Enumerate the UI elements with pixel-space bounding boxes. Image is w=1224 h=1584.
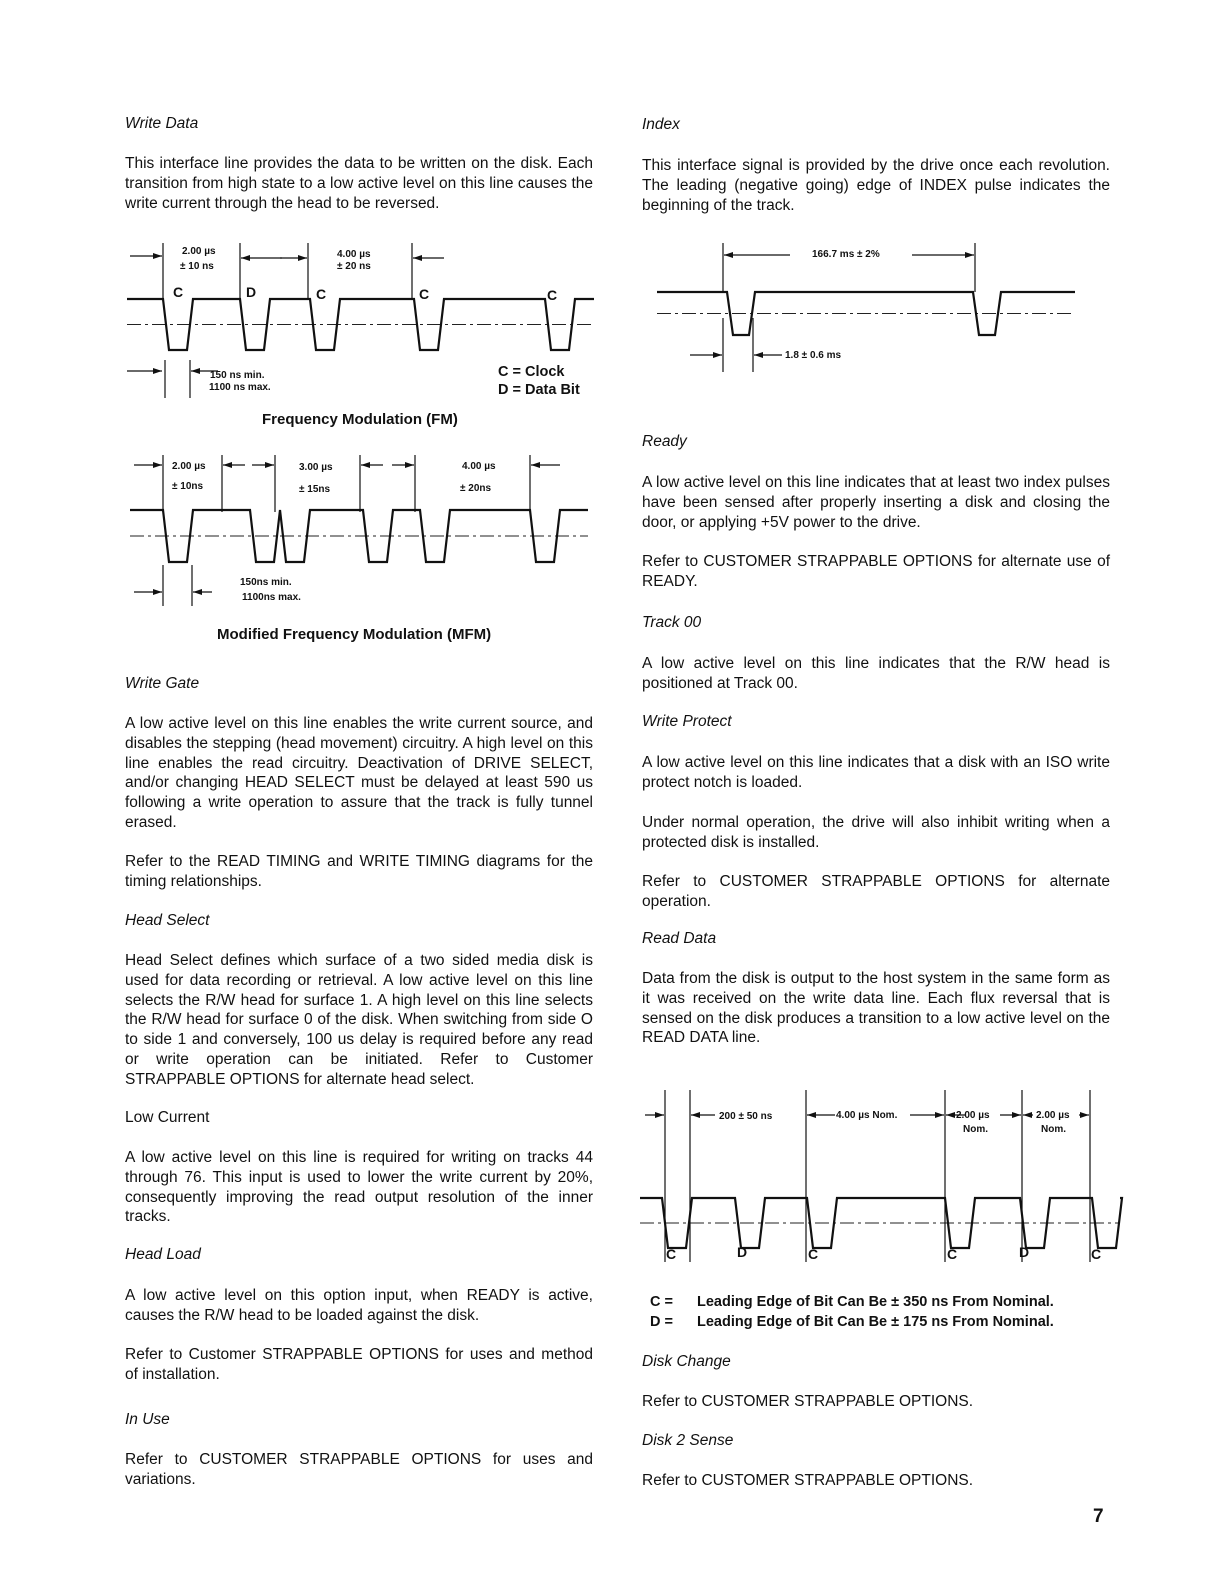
fm-label: D [246,284,257,300]
arrowhead-icon [965,252,974,258]
fm-t2a: 4.00 µs [337,249,371,260]
fm-legend-data: D = Data Bit [498,382,580,398]
in-use-text: Refer to CUSTOMER STRAPPABLE OPTIONS for uses and variations. [125,1451,593,1488]
read-label: D [1019,1244,1030,1260]
head-load-text: A low active level on this option input, when READY is active, causes the R/W head to be loaded against the disk. [125,1287,593,1324]
read-t3b: Nom. [963,1124,988,1135]
arrowhead-icon [691,1112,700,1118]
mfm-t3b: ± 20ns [460,483,492,494]
section-heading-in-use: In Use [125,1411,170,1428]
read-t2: 4.00 µs Nom. [836,1110,898,1121]
section-heading-read-data: Read Data [642,930,717,947]
fm-diagram [127,243,594,398]
section-heading-write-gate: Write Gate [125,675,200,692]
read-label: C [666,1246,677,1262]
head-select-text: Head Select defines which surface of a two sided media disk is used for data recording or retrieval. A low active level on this line selects the R/W head for surface 1. A high level on this line selects the R/W head for surface 0 of the disk. When switching from side O to side 1 and conversely, 100 us delay is required before any read or write operation can be initiated. Refer to Customer STRAPPABLE OPTIONS for alternate head select. [125,952,593,1088]
fm-min: 150 ns min. [210,370,265,381]
arrowhead-icon [265,462,274,468]
write-gate-text: A low active level on this line enables the write current source, and disables the stepping (head movement) circuitry. A high level on this line enables the read circuitry. Deactivation of DRIVE SELECT, and/or changing HEAD SELECT must be delayed at least 590 us following a write operation to assure that the track is fully tunnel erased. [125,715,593,831]
arrowhead-icon [153,253,162,259]
read-legend-d-key: D = [650,1314,673,1330]
index-diagram [657,243,1075,372]
write-protect-text-3: Refer to CUSTOMER STRAPPABLE OPTIONS for alternate operation. [642,873,1110,910]
mfm-t1a: 2.00 µs [172,461,206,472]
arrowhead-icon [655,1112,664,1118]
fm-t1a: 2.00 µs [182,246,216,257]
read-t3a: 2.00 µs [956,1110,990,1121]
arrowhead-icon [405,462,414,468]
section-heading-disk-change: Disk Change [642,1353,731,1370]
fm-caption: Frequency Modulation (FM) [262,411,458,428]
fm-t2b: ± 20 ns [337,261,371,272]
mfm-min: 150ns min. [240,577,292,588]
mfm-caption: Modified Frequency Modulation (MFM) [217,626,492,643]
page-number: 7 [1093,1506,1104,1527]
track00-text: A low active level on this line indicates that the R/W head is positioned at Track 00. [642,655,1110,692]
fm-label: C [419,286,430,302]
read-t4a: 2.00 µs [1036,1110,1070,1121]
arrowhead-icon [1012,1112,1021,1118]
arrowhead-icon [191,368,200,374]
arrowhead-icon [361,462,370,468]
fm-label: C [173,284,184,300]
section-heading-head-load: Head Load [125,1246,201,1263]
read-label: C [1091,1246,1102,1262]
read-label: C [947,1246,958,1262]
fm-t1b: ± 10 ns [180,261,214,272]
read-t1: 200 ± 50 ns [719,1111,773,1122]
section-heading-write-protect: Write Protect [642,713,732,730]
mfm-max: 1100ns max. [242,592,301,603]
index-text: This interface signal is provided by the drive once each revolution. The leading (negative going) edge of INDEX pulse indicates the beginning of the track. [642,157,1110,214]
mfm-t1b: ± 10ns [172,481,204,492]
low-current-text: A low active level on this line is required for writing on tracks 44 through 76. This input is used to lower the write current by 20%, consequently improving the read output resolution of the inner tracks. [125,1149,593,1226]
disk-change-text: Refer to CUSTOMER STRAPPABLE OPTIONS. [642,1393,974,1410]
arrowhead-icon [241,255,250,261]
mfm-diagram [130,455,588,606]
arrowhead-icon [946,1112,955,1118]
read-label: C [808,1246,819,1262]
fm-legend-clock: C = Clock [498,364,565,380]
fm-max: 1100 ns max. [209,382,271,393]
read-data-text: Data from the disk is output to the host system in the same form as it was received on the write data line. Each flux reversal that is sensed on the disk produces a transition to a low active level on the READ DATA line. [642,970,1110,1047]
arrowhead-icon [413,255,422,261]
section-heading-ready: Ready [642,433,687,450]
arrowhead-icon [153,462,162,468]
write-protect-text: A low active level on this line indicates that a disk with an ISO write protect notch is loaded. [642,754,1110,791]
ready-text-2: Refer to CUSTOMER STRAPPABLE OPTIONS for alternate use of READY. [642,553,1110,590]
read-data-diagram [640,1090,1122,1262]
arrowhead-icon [298,255,307,261]
section-heading-low-current: Low Current [125,1109,210,1126]
arrowhead-icon [724,252,733,258]
read-legend-c-key: C = [650,1294,673,1310]
arrowhead-icon [713,352,722,358]
arrowhead-icon [223,462,232,468]
arrowhead-icon [1080,1112,1089,1118]
fm-label: C [316,286,327,302]
mfm-t3a: 4.00 µs [462,461,496,472]
arrowhead-icon [153,589,162,595]
section-heading-index: Index [642,116,680,133]
write-data-text: This interface line provides the data to be written on the disk. Each transition from high state to a low active level on this line causes the write current through the head to be reversed. [125,155,593,212]
arrowhead-icon [1023,1112,1032,1118]
arrowhead-icon [193,589,202,595]
disk2-sense-text: Refer to CUSTOMER STRAPPABLE OPTIONS. [642,1472,974,1489]
section-heading-write-data: Write Data [125,115,199,132]
write-protect-text-2: Under normal operation, the drive will also inhibit writing when a protected disk is installed. [642,814,1110,851]
read-legend-d: Leading Edge of Bit Can Be ± 175 ns From Nominal. [697,1314,1054,1330]
write-gate-text-2: Refer to the READ TIMING and WRITE TIMING diagrams for the timing relationships. [125,853,593,890]
arrowhead-icon [935,1112,944,1118]
arrowhead-icon [531,462,540,468]
mfm-t2a: 3.00 µs [299,462,333,473]
arrowhead-icon [153,368,162,374]
fm-label: C [547,287,558,303]
arrowhead-icon [754,352,763,358]
ready-text: A low active level on this line indicates that at least two index pulses have been sensed after properly inserting a disk and closing the door, or applying +5V power to the drive. [642,474,1110,531]
head-load-text-2: Refer to Customer STRAPPABLE OPTIONS for uses and method of installation. [125,1346,593,1383]
section-heading-disk2-sense: Disk 2 Sense [642,1432,734,1449]
read-legend-c: Leading Edge of Bit Can Be ± 350 ns From Nominal. [697,1294,1054,1310]
section-heading-track00: Track 00 [642,614,702,631]
index-period: 166.7 ms ± 2% [812,249,880,260]
read-label: D [737,1244,748,1260]
read-t4b: Nom. [1041,1124,1066,1135]
index-width: 1.8 ± 0.6 ms [785,350,842,361]
mfm-t2b: ± 15ns [299,484,331,495]
section-heading-head-select: Head Select [125,912,210,929]
arrowhead-icon [807,1112,816,1118]
